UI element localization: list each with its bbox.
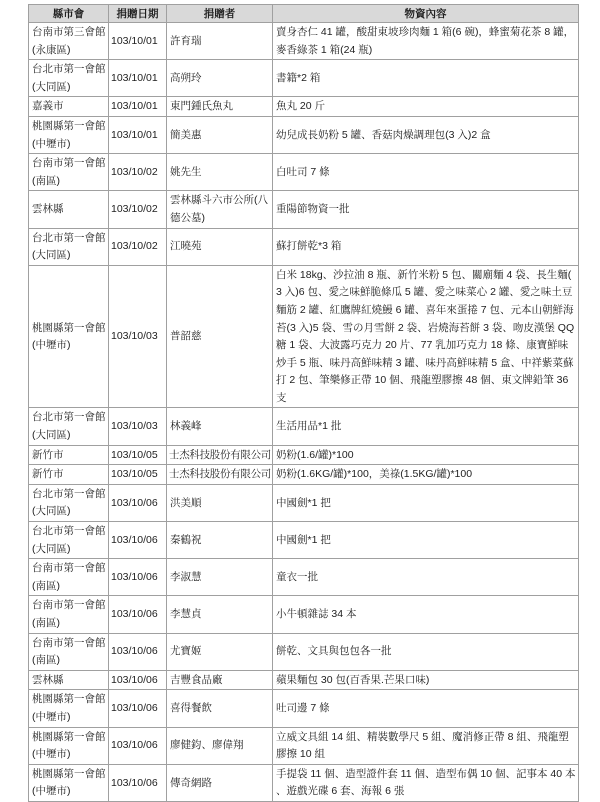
branch-district: (南區) <box>32 617 60 629</box>
branch-name: 台北市第一會館 <box>32 63 106 76</box>
table-row <box>29 445 579 465</box>
donor-cell: 士杰科技股份有限公司 <box>167 465 273 485</box>
date-cell: 103/10/06 <box>109 670 167 690</box>
donor-cell: 李淑慧 <box>167 559 273 596</box>
donor-cell: 傳奇網路 <box>167 764 273 801</box>
date-cell: 103/10/06 <box>109 727 167 764</box>
branch-cell <box>29 445 109 465</box>
branch-cell <box>29 727 109 764</box>
branch-name: 台南市第一會館 <box>32 157 106 170</box>
branch-district: (大同區) <box>32 429 71 442</box>
branch-name: 台北市第一會館 <box>32 411 106 424</box>
items-cell: 重陽節物資一批 <box>273 191 579 228</box>
donor-cell: 士杰科技股份有限公司 <box>167 445 273 465</box>
branch-name: 桃園縣第一會館 <box>32 119 106 132</box>
donor-cell: 雲林縣斗六市公所(八德公墓) <box>167 191 273 228</box>
date-cell: 103/10/06 <box>109 764 167 801</box>
branch-cell <box>29 97 109 117</box>
branch-name: 台南市第一會館 <box>32 636 106 649</box>
items-cell: 蘋果麵包 30 包(百香果.芒果口味) <box>273 670 579 690</box>
donor-cell: 吉豐食品廠 <box>167 670 273 690</box>
items-cell: 立威文具組 14 組、精裝數學尺 5 組、魔消修正帶 8 組、飛龍塑膠擦 10 組 <box>273 727 579 764</box>
table-row <box>29 727 579 764</box>
date-cell: 103/10/01 <box>109 97 167 117</box>
date-cell: 103/10/06 <box>109 522 167 559</box>
branch-cell <box>29 465 109 485</box>
branch-district: (大同區) <box>32 80 71 93</box>
branch-district: (南區) <box>32 174 60 187</box>
branch-name: 新竹市 <box>32 448 64 461</box>
table-row <box>29 559 579 596</box>
branch-cell <box>29 23 109 60</box>
branch-district: (南區) <box>32 654 60 667</box>
branch-cell <box>29 522 109 559</box>
column-header-donor: 捐贈者 <box>167 5 273 23</box>
date-cell: 103/10/01 <box>109 23 167 60</box>
items-cell: 書籍*2 箱 <box>273 60 579 97</box>
date-cell: 103/10/06 <box>109 690 167 727</box>
branch-name: 嘉義市 <box>32 100 64 113</box>
branch-name: 台南市第三會館 <box>32 26 106 38</box>
date-cell: 103/10/02 <box>109 154 167 191</box>
date-cell: 103/10/06 <box>109 484 167 521</box>
table-row <box>29 265 579 408</box>
branch-cell <box>29 484 109 521</box>
table-row <box>29 116 579 153</box>
branch-cell <box>29 265 109 408</box>
table-row <box>29 484 579 521</box>
donor-cell: 李慧貞 <box>167 596 273 633</box>
donation-list <box>28 4 580 798</box>
branch-name: 桃園縣第一會館 <box>32 321 106 334</box>
branch-name: 新竹市 <box>32 468 64 481</box>
date-cell: 103/10/02 <box>109 191 167 228</box>
donor-cell: 江曉苑 <box>167 228 273 265</box>
items-cell: 吐司邊 7 條 <box>273 690 579 727</box>
table-row <box>29 596 579 633</box>
items-cell: 奶粉(1.6KG/罐)*100，美祿(1.5KG/罐)*100 <box>273 465 579 485</box>
date-cell: 103/10/03 <box>109 265 167 408</box>
date-cell: 103/10/05 <box>109 465 167 485</box>
items-cell: 中國劍*1 把 <box>273 522 579 559</box>
table-row <box>29 228 579 265</box>
donor-cell: 高朔玲 <box>167 60 273 97</box>
items-cell: 中國劍*1 把 <box>273 484 579 521</box>
date-cell: 103/10/06 <box>109 559 167 596</box>
table-row <box>29 23 579 60</box>
branch-district: (大同區) <box>32 249 71 262</box>
table-row <box>29 764 579 801</box>
table-header-row <box>29 5 579 23</box>
date-cell: 103/10/02 <box>109 228 167 265</box>
branch-cell <box>29 60 109 97</box>
table-row <box>29 191 579 228</box>
items-cell: 餅乾、文具與包包各一批 <box>273 633 579 670</box>
branch-district: (大同區) <box>32 505 71 518</box>
branch-name: 桃園縣第一會館 <box>32 767 106 780</box>
date-cell: 103/10/05 <box>109 445 167 465</box>
donor-cell: 姚先生 <box>167 154 273 191</box>
items-cell: 奶粉(1.6/罐)*100 <box>273 445 579 465</box>
branch-cell <box>29 559 109 596</box>
table-row <box>29 154 579 191</box>
branch-name: 台南市第一會館 <box>32 562 106 575</box>
items-cell: 白米 18kg、沙拉油 8 瓶、新竹米粉 5 包、關廟麵 4 袋、長生麵(3 入)6 包、愛之味鮮脆條瓜 5 罐、愛之味菜心 2 罐、愛之味土豆麵筋 2 罐、紅鷹牌紅燒鰻 6 罐、喜年來蛋捲 7 包、元本山朝鮮海苔(3 入)5 袋、雪の月雪餅 2 袋、岩燒海苔餅 3 袋、吻皮漢堡 QQ 糖 1 袋、大波露巧克力 20 片、77 乳加巧克力 18 條、康寶鮮味炒手 5 瓶、味丹高鮮味精 3 罐、味丹高鮮味精 5 盒、中祥紫菜蘇打 2 包、筆樂修正帶 10 個、飛龍塑膠擦 48 個、東文牌鉛筆 36 支 <box>273 265 579 408</box>
donor-cell: 尤寶姬 <box>167 633 273 670</box>
items-cell: 手提袋 11 個、造型證件套 11 個、造型布偶 10 個、記事本 40 本、遊戲光碟 6 套、海報 6 張 <box>273 764 579 801</box>
branch-cell <box>29 764 109 801</box>
table-row <box>29 633 579 670</box>
branch-cell <box>29 690 109 727</box>
branch-name: 台南市第一會館 <box>32 599 106 612</box>
items-cell: 蘇打餅乾*3 箱 <box>273 228 579 265</box>
branch-name: 桃園縣第一會館 <box>32 693 106 706</box>
date-cell: 103/10/01 <box>109 60 167 97</box>
donor-cell: 東門鍾氏魚丸 <box>167 97 273 117</box>
table-row <box>29 60 579 97</box>
branch-district: (中壢市) <box>32 710 71 723</box>
items-cell: 童衣一批 <box>273 559 579 596</box>
branch-cell <box>29 596 109 633</box>
items-cell: 魚丸 20 斤 <box>273 97 579 117</box>
items-cell: 小牛頓雜誌 34 本 <box>273 596 579 633</box>
branch-name: 雲林縣 <box>32 673 64 686</box>
table-row <box>29 465 579 485</box>
donor-cell: 林義峰 <box>167 408 273 445</box>
branch-name: 台北市第一會館 <box>32 231 106 244</box>
branch-district: (永康區) <box>32 43 71 56</box>
branch-name: 桃園縣第一會館 <box>32 730 106 743</box>
branch-district: (南區) <box>32 579 60 592</box>
donation-table <box>28 4 579 802</box>
branch-name: 台北市第一會館 <box>32 487 106 500</box>
date-cell: 103/10/03 <box>109 408 167 445</box>
branch-name: 雲林縣 <box>32 203 64 216</box>
branch-district: (中壢市) <box>32 137 71 150</box>
date-cell: 103/10/01 <box>109 116 167 153</box>
donor-cell: 許育瑞 <box>167 23 273 60</box>
branch-district: (中壢市) <box>32 748 71 761</box>
donor-cell: 喜得餐飲 <box>167 690 273 727</box>
column-header-date: 捐贈日期 <box>109 5 167 23</box>
date-cell: 103/10/06 <box>109 633 167 670</box>
table-row <box>29 408 579 445</box>
donor-cell: 秦鶴祝 <box>167 522 273 559</box>
donor-cell: 洪美順 <box>167 484 273 521</box>
donor-cell: 普韶慈 <box>167 265 273 408</box>
branch-cell <box>29 228 109 265</box>
branch-cell <box>29 154 109 191</box>
branch-name: 台北市第一會館 <box>32 525 106 538</box>
branch-cell <box>29 408 109 445</box>
items-cell: 幼兒成長奶粉 5 罐、香菇肉燥調理包(3 入)2 盒 <box>273 116 579 153</box>
branch-district: (中壢市) <box>32 339 71 352</box>
table-row <box>29 670 579 690</box>
table-row <box>29 522 579 559</box>
branch-district: (中壢市) <box>32 785 71 798</box>
branch-cell <box>29 191 109 228</box>
branch-district: (大同區) <box>32 542 71 555</box>
donor-cell: 廖健鈞、廖偉翔 <box>167 727 273 764</box>
date-cell: 103/10/06 <box>109 596 167 633</box>
table-row <box>29 690 579 727</box>
branch-cell <box>29 670 109 690</box>
branch-cell <box>29 116 109 153</box>
column-header-branch: 縣市會 <box>29 5 109 23</box>
items-cell: 賣身杏仁 41 罐，酸甜東坡珍肉麵 1 箱(6 碗)，蜂蜜菊花茶 8 罐，麥香綠茶 1 箱(24 瓶) <box>273 23 579 60</box>
table-row <box>29 97 579 117</box>
items-cell: 生活用品*1 批 <box>273 408 579 445</box>
column-header-items: 物資內容 <box>273 5 579 23</box>
donor-cell: 簡美惠 <box>167 116 273 153</box>
items-cell: 白吐司 7 條 <box>273 154 579 191</box>
branch-cell <box>29 633 109 670</box>
